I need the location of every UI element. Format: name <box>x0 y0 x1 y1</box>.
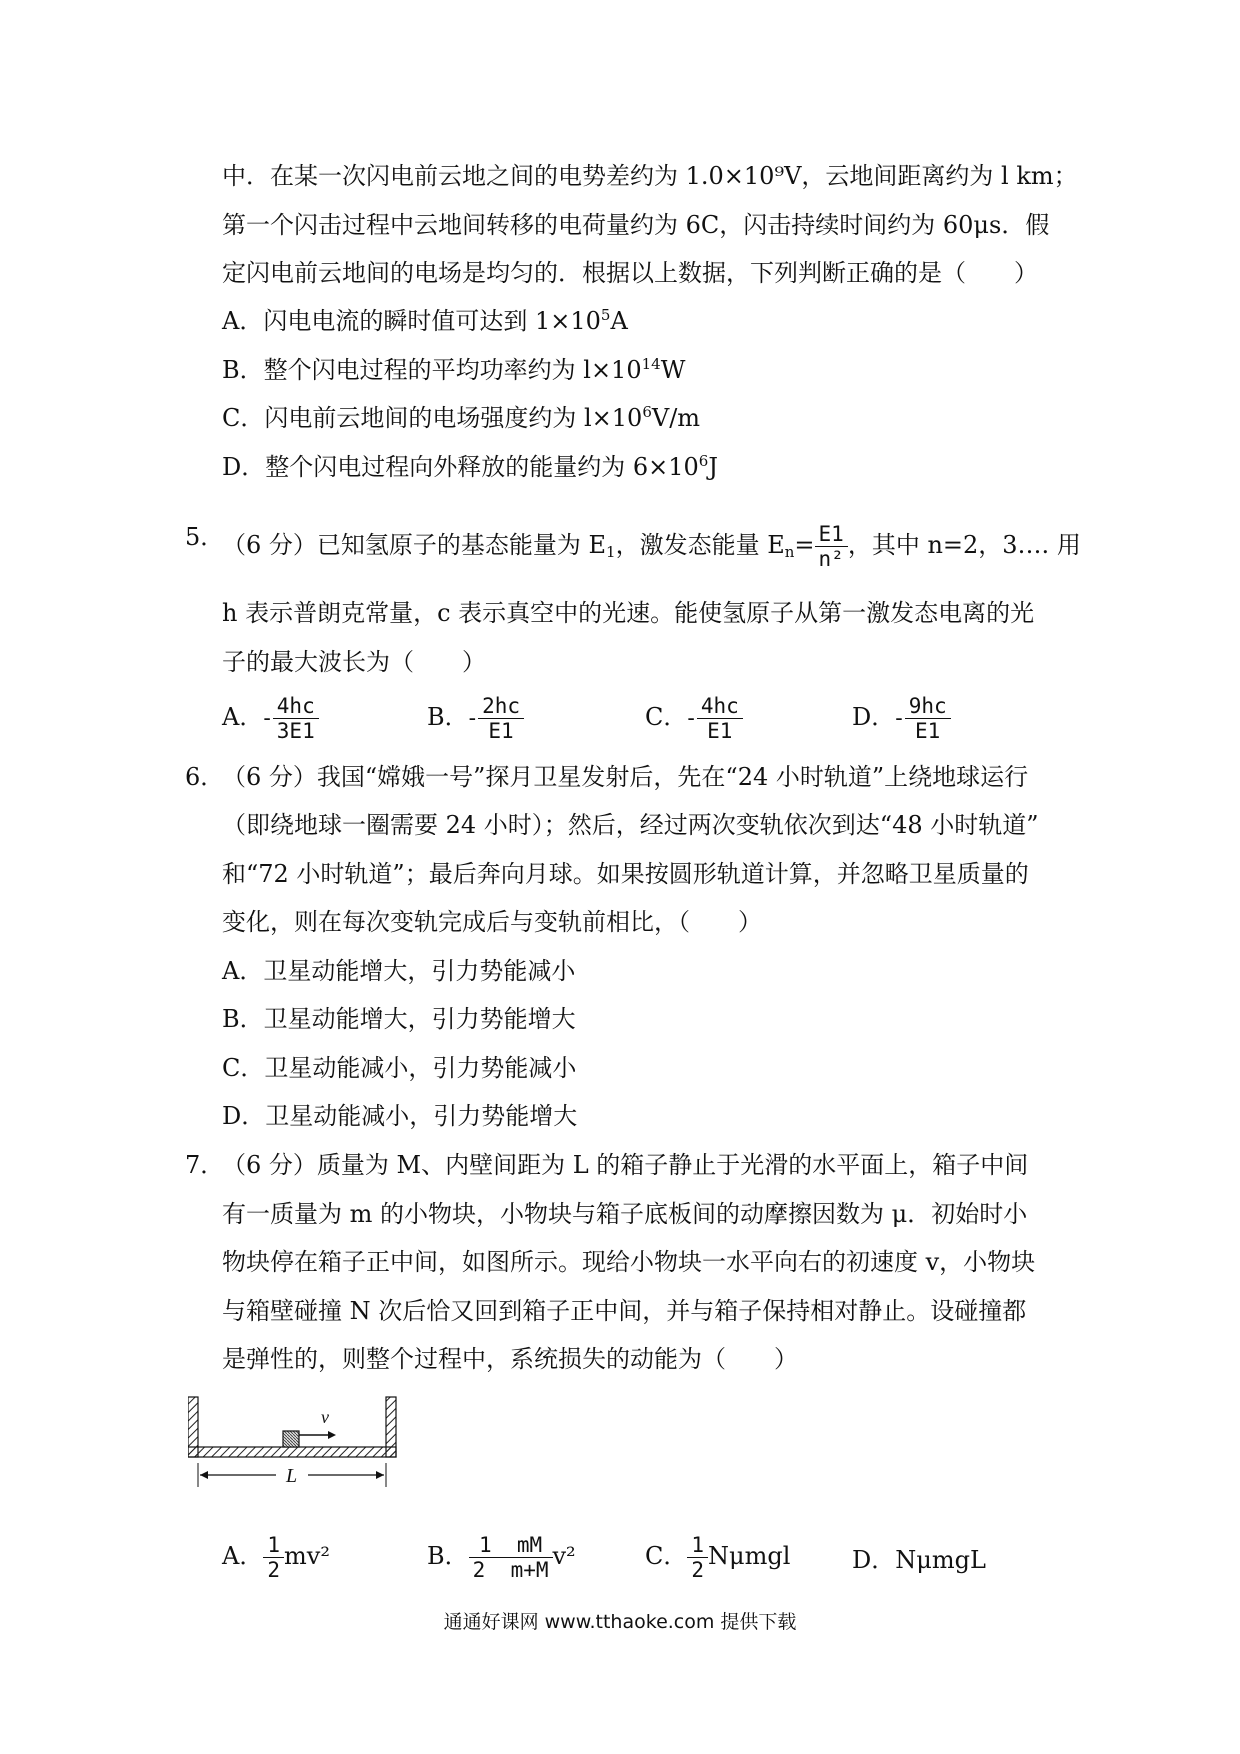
small-block <box>283 1431 299 1447</box>
q4-option-d: D．整个闪电过程向外释放的能量约为 $6\times 10^6J$ <box>222 452 718 481</box>
q7-option-a: A． $\frac{1}{2}$ mv² <box>222 1533 330 1582</box>
box-diagram <box>188 1395 403 1505</box>
q5-option-c: C．- $\frac{4hc}{E1}$ <box>645 694 743 743</box>
q6-line-1: （6 分）我国“嫦娥一号”探月卫星发射后，先在“24 小时轨道”上绕地球运行 <box>222 763 1029 791</box>
page-footer: 通通好课网 www.tthaoke.com 提供下载 <box>443 1611 797 1633</box>
q6-option-c: C．卫星动能减小，引力势能减小 <box>222 1054 577 1082</box>
q6-option-d: D．卫星动能减小，引力势能增大 <box>222 1102 578 1130</box>
q6-line-2: （即绕地球一圈需要 24 小时）；然后，经过两次变轨依次到达“48 小时轨道” <box>222 811 1039 839</box>
q7-line-3: 物块停在箱子正中间，如图所示。现给小物块一水平向右的初速度 v，小物块 <box>222 1248 1036 1276</box>
velocity-label: v <box>321 1407 329 1427</box>
q4-option-a: A．闪电电流的瞬时值可达到 $1\times 10^5A$ <box>222 306 628 335</box>
q4-line-3: 定闪电前云地间的电场是均匀的．根据以上数据，下列判断正确的是（ ） <box>222 259 1038 287</box>
q5-option-d: D．- $\frac{9hc}{E1}$ <box>852 694 951 743</box>
q6-line-3: 和“72 小时轨道”；最后奔向月球。如果按圆形轨道计算，并忽略卫星质量的 <box>222 860 1029 888</box>
q7-line-1: （6 分）质量为 M、内壁间距为 L 的箱子静止于光滑的水平面上，箱子中间 <box>222 1151 1029 1179</box>
velocity-arrowhead <box>328 1431 336 1439</box>
length-label: L <box>286 1465 298 1487</box>
q6-line-4: 变化，则在每次变轨完成后与变轨前相比，（ ） <box>222 908 762 936</box>
q4-line-2: 第一个闪击过程中云地间转移的电荷量约为 6C，闪击持续时间约为 60μs．假 <box>222 211 1050 239</box>
q7-line-2: 有一质量为 m 的小物块，小物块与箱子底板间的动摩擦因数为 μ．初始时小 <box>222 1200 1028 1228</box>
q7-line-4: 与箱壁碰撞 N 次后恰又回到箱子正中间，并与箱子保持相对静止。设碰撞都 <box>222 1297 1027 1325</box>
q7-option-b: B． $\frac{1 mM}{2 m+M}$ v² <box>427 1533 576 1582</box>
q7-option-c: C． $\frac{1}{2}$ Nμmgl <box>645 1533 791 1582</box>
q5-line-2: h 表示普朗克常量，c 表示真空中的光速。能使氢原子从第一激发态电离的光 <box>222 599 1035 627</box>
q5-line-3: 子的最大波长为（ ） <box>222 648 486 676</box>
q5-option-a: A．- $\frac{4hc}{3E1}$ <box>222 694 319 743</box>
q6-number: 6． <box>185 763 225 791</box>
q5-energy-fraction: $\frac{E1}{\text{n²}}$ <box>815 522 848 571</box>
q4-line-1: 中．在某一次闪电前云地之间的电势差约为 1.0×10⁹V，云地间距离约为 l km； <box>222 162 1078 190</box>
q4-option-b: B．整个闪电过程的平均功率约为 $l\times 10^{14}W$ <box>222 355 686 384</box>
q5-option-b: B．- $\frac{2hc}{E1}$ <box>427 694 524 743</box>
q4-option-c: C．闪电前云地间的电场强度约为 $l\times 10^6V/m$ <box>222 403 701 432</box>
q7-option-d: D．NμmgL <box>852 1546 986 1574</box>
q5-line-1: （6 分）已知氢原子的基态能量为 $E_1$，激发态能量 $E_n=$ $\frac{E1}{\text{n²}}$ ，其中 n=2，3…. 用 <box>222 522 1081 571</box>
q7-line-5: 是弹性的，则整个过程中，系统损失的动能为（ ） <box>222 1345 798 1373</box>
q7-number: 7． <box>185 1151 225 1179</box>
q5-number: 5． <box>185 523 225 551</box>
q6-option-a: A．卫星动能增大，引力势能减小 <box>222 957 576 985</box>
q6-option-b: B．卫星动能增大，引力势能增大 <box>222 1005 576 1033</box>
box-floor <box>188 1447 396 1457</box>
